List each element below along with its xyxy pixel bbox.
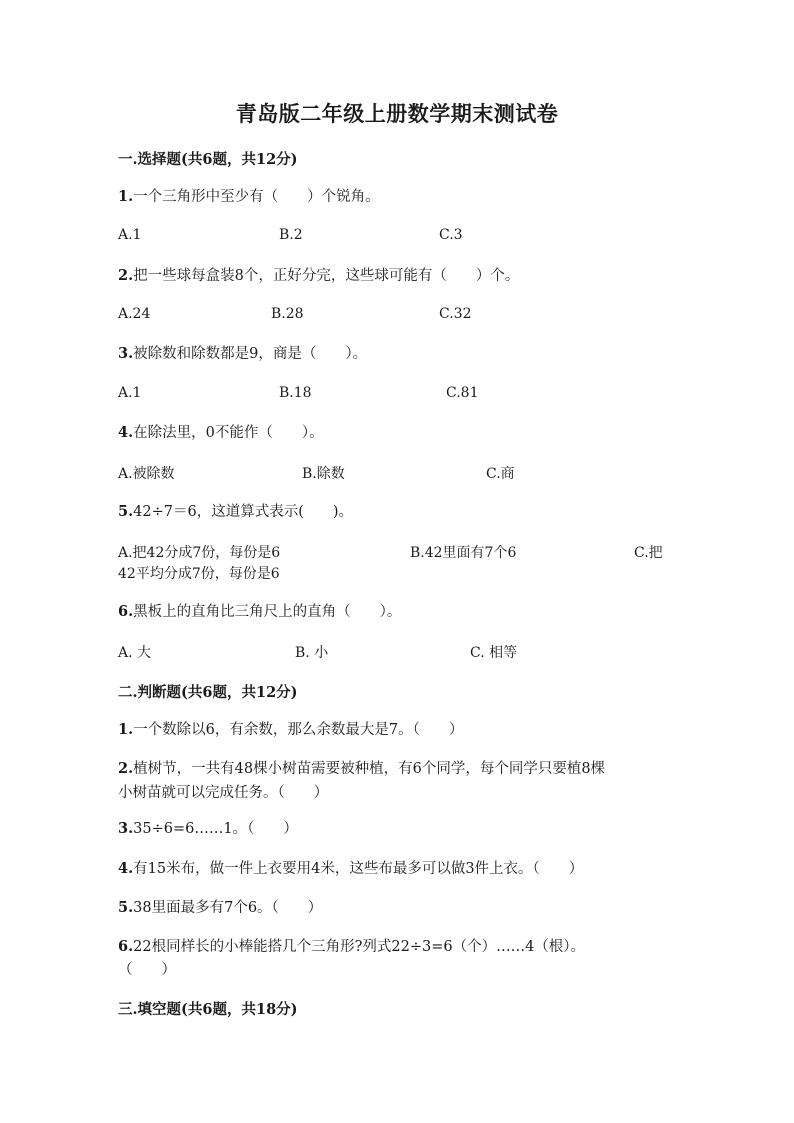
question-1-5 xyxy=(118,501,678,523)
option-wrap-line: 42平均分成7份，每份是6 xyxy=(118,566,280,582)
question-text: 被除数和除数都是9，商是（ ）。 xyxy=(133,346,368,362)
question-1-1 xyxy=(118,186,678,208)
option-c[interactable]: C.32 xyxy=(439,306,472,322)
question-text-line2: （ ） xyxy=(118,962,176,978)
question-text: 42÷7＝6，这道算式表示( )。 xyxy=(133,504,354,520)
section-heading-choice: 一.选择题(共6题，共12分) xyxy=(118,151,298,168)
question-2-3 xyxy=(118,818,678,840)
section-heading-judgment: 二.判断题(共6题，共12分) xyxy=(118,684,298,701)
question-number: 5. xyxy=(118,899,134,916)
question-text: 38里面最多有7个6。（ ） xyxy=(133,900,323,916)
question-number: 3. xyxy=(118,345,134,362)
question-text: 有15米布，做一件上衣要用4米，这些布最多可以做3件上衣。（ ） xyxy=(133,861,584,877)
question-number: 3. xyxy=(118,820,134,837)
question-number: 6. xyxy=(118,603,134,620)
question-text: 在除法里，0不能作（ ）。 xyxy=(133,425,324,441)
section-heading-fill-in: 三.填空题(共6题，共18分) xyxy=(118,1001,298,1018)
question-1-2 xyxy=(118,265,678,287)
option-b[interactable]: B.28 xyxy=(271,306,304,322)
option-a[interactable]: A.1 xyxy=(118,385,142,401)
question-text: 黑板上的直角比三角尺上的直角（ ）。 xyxy=(133,604,402,620)
option-c[interactable]: C.3 xyxy=(439,227,463,243)
option-b[interactable]: B.42里面有7个6 xyxy=(410,545,517,561)
question-2-5 xyxy=(118,897,678,919)
question-2-1 xyxy=(118,719,678,741)
question-number: 1. xyxy=(118,721,134,738)
question-1-6 xyxy=(118,601,678,623)
question-text: 一个数除以6，有余数，那么余数最大是7。（ ） xyxy=(133,722,464,738)
question-text: 35÷6=6……1。（ ） xyxy=(133,821,298,837)
option-b[interactable]: B.除数 xyxy=(302,466,345,482)
option-a[interactable]: A.24 xyxy=(118,306,151,322)
option-c[interactable]: C. 相等 xyxy=(470,645,518,661)
question-1-3 xyxy=(118,343,678,365)
option-a[interactable]: A.把42分成7份，每份是6 xyxy=(118,545,281,561)
question-2-6 xyxy=(118,936,678,958)
question-number: 6. xyxy=(118,938,134,955)
question-number: 4. xyxy=(118,860,134,877)
option-b[interactable]: B.18 xyxy=(279,385,312,401)
option-a[interactable]: A.1 xyxy=(118,227,142,243)
question-number: 5. xyxy=(118,503,134,520)
question-text: 一个三角形中至少有（ ）个锐角。 xyxy=(133,189,380,205)
question-text-line2: 小树苗就可以完成任务。（ ） xyxy=(118,785,329,801)
question-text: 22根同样长的小棒能搭几个三角形?列式22÷3=6（个）……4（根）。 xyxy=(133,939,586,955)
option-a[interactable]: A.被除数 xyxy=(118,466,175,482)
option-c[interactable]: C.商 xyxy=(486,466,515,482)
option-b[interactable]: B.2 xyxy=(279,227,303,243)
option-b[interactable]: B. 小 xyxy=(295,645,329,661)
question-text: 植树节，一共有48棵小树苗需要被种植，有6个同学，每个同学只要植8棵 xyxy=(133,761,606,777)
page-title: 青岛版二年级上册数学期末测试卷 xyxy=(235,101,559,126)
question-number: 4. xyxy=(118,424,134,441)
option-c[interactable]: C.把 xyxy=(634,545,663,561)
question-2-2 xyxy=(118,758,678,780)
option-c[interactable]: C.81 xyxy=(446,385,479,401)
question-number: 2. xyxy=(118,760,134,777)
question-number: 1. xyxy=(118,188,134,205)
question-number: 2. xyxy=(118,267,134,284)
question-2-4 xyxy=(118,858,678,880)
question-1-4 xyxy=(118,422,678,444)
question-text: 把一些球每盒装8个，正好分完，这些球可能有（ ）个。 xyxy=(133,268,520,284)
option-a[interactable]: A. 大 xyxy=(118,645,152,661)
